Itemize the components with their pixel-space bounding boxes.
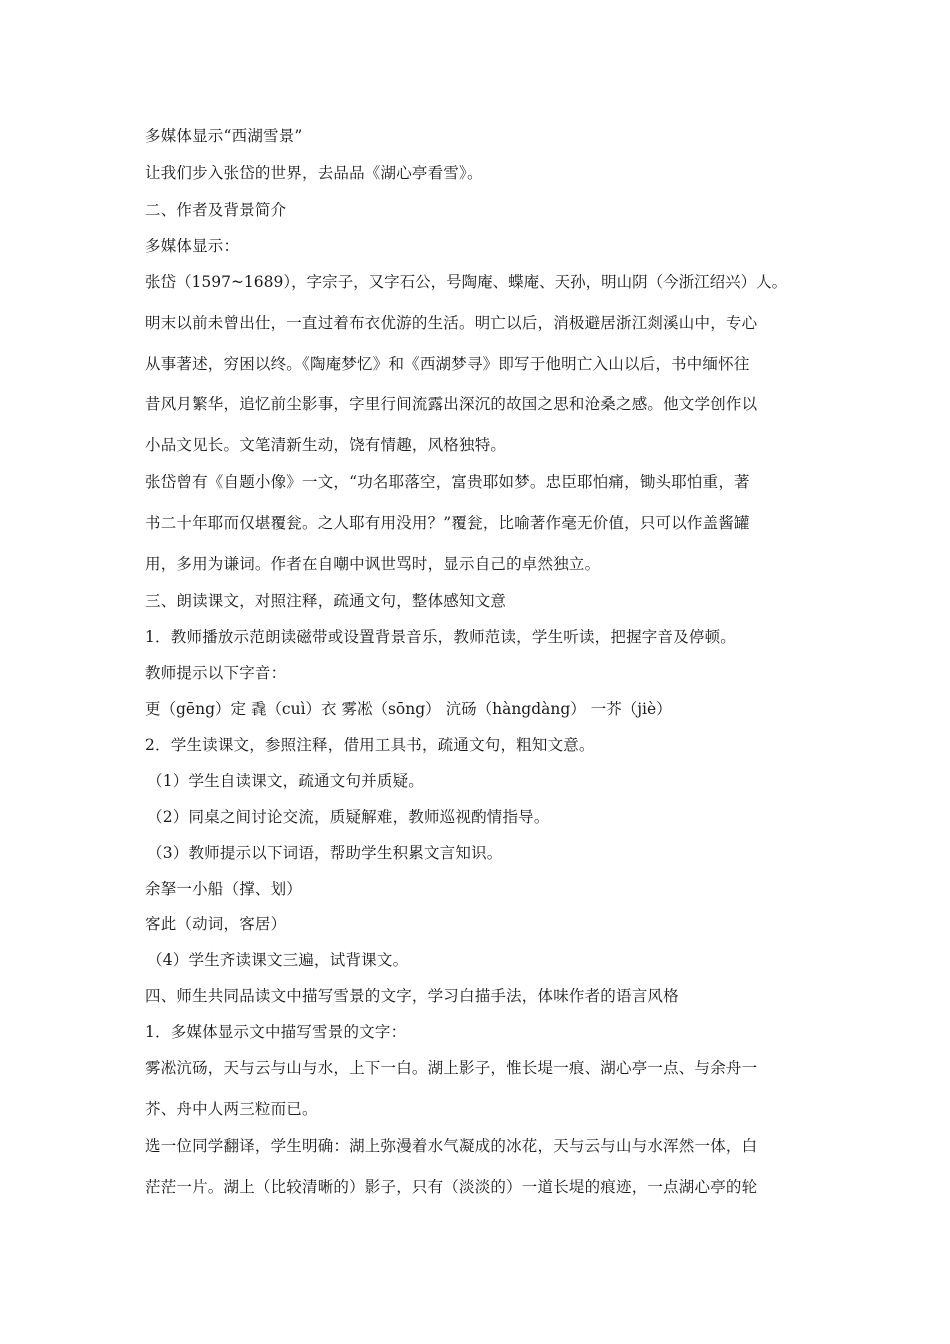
vocab-item-2: 客此（动词，客居） xyxy=(145,915,287,933)
substep-4-line: （4）学生齐读课文三遍，试背课文。 xyxy=(147,951,409,969)
portrait-quote-line-1: 张岱曾有《自题小像》一文，“功名耶落空，富贵耶如梦。忠臣耶怕痛，锄头耶怕重，著 xyxy=(145,473,750,491)
step-1-line: 1．教师播放示范朗读磁带或设置背景音乐，教师范读，学生听读，把握字音及停顿。 xyxy=(145,628,736,646)
translation-line-2: 茫茫一片。湖上（比较清晰的）影子，只有（淡淡的）一道长堤的痕迹，一点湖心亭的轮 xyxy=(145,1178,758,1196)
author-intro-line-5: 小品文见长。文笔清新生动，饶有情趣，风格独特。 xyxy=(145,436,507,454)
paragraph-line-1: 多媒体显示“西湖雪景” xyxy=(145,127,303,145)
paragraph-line-4: 多媒体显示： xyxy=(145,237,240,255)
substep-3-line: （3）教师提示以下词语，帮助学生积累文言知识。 xyxy=(147,844,503,862)
portrait-quote-line-3: 用，多用为谦词。作者在自嘲中讽世骂时，显示自己的卓然独立。 xyxy=(145,555,601,573)
author-intro-line-2: 明末以前未曾出仕，一直过着布衣优游的生活。明亡以后，消极避居浙江剡溪山中，专心 xyxy=(145,314,758,332)
step-4-1-line: 1．多媒体显示文中描写雪景的文字： xyxy=(145,1023,407,1041)
author-intro-line-4: 昔风月繁华，追忆前尘影事，字里行间流露出深沉的故国之思和沧桑之感。他文学创作以 xyxy=(145,395,758,413)
section-heading-3: 三、朗读课文，对照注释，疏通文句，整体感知文意 xyxy=(145,592,507,610)
vocab-item-1: 余拏一小船（撑、划） xyxy=(145,880,303,898)
step-2-line: 2．学生读课文，参照注释，借用工具书，疏通文句，粗知文意。 xyxy=(145,736,595,754)
substep-2-line: （2）同桌之间讨论交流，质疑解难，教师巡视酌情指导。 xyxy=(147,808,550,826)
section-heading-2: 二、作者及背景简介 xyxy=(145,201,287,219)
section-heading-4: 四、师生共同品读文中描写雪景的文字，学习白描手法，体味作者的语言风格 xyxy=(145,987,679,1005)
author-intro-line-3: 从事著述，穷困以终。《陶庵梦忆》和《西湖梦寻》即写于他明亡入山以后，书中缅怀往 xyxy=(145,355,750,373)
pronunciation-hint-label: 教师提示以下字音： xyxy=(145,664,287,682)
snow-text-line-1: 雾凇沆砀，天与云与山与水，上下一白。湖上影子，惟长堤一痕、湖心亭一点、与余舟一 xyxy=(145,1059,758,1077)
portrait-quote-line-2: 书二十年耶而仅堪覆瓮。之人耶有用没用？”覆瓮，比喻著作毫无价值，只可以作盖酱罐 xyxy=(145,514,750,532)
snow-text-line-2: 芥、舟中人两三粒而已。 xyxy=(145,1100,318,1118)
author-intro-line-1: 张岱（1597~1689），字宗子，又字石公，号陶庵、蝶庵、天孙，明山阴（今浙江绍兴）人。 xyxy=(145,273,788,291)
translation-line-1: 选一位同学翻译，学生明确：湖上弥漫着水气凝成的冰花，天与云与山与水浑然一体，白 xyxy=(145,1137,758,1155)
substep-1-line: （1）学生自读课文，疏通文句并质疑。 xyxy=(147,772,424,790)
pronunciation-list: 更（gēng）定 毳（cuì）衣 雾凇（sōng） 沆砀（hàngdàng） 一芥（jiè） xyxy=(145,700,672,718)
paragraph-line-2: 让我们步入张岱的世界，去品品《湖心亭看雪》。 xyxy=(145,164,483,182)
